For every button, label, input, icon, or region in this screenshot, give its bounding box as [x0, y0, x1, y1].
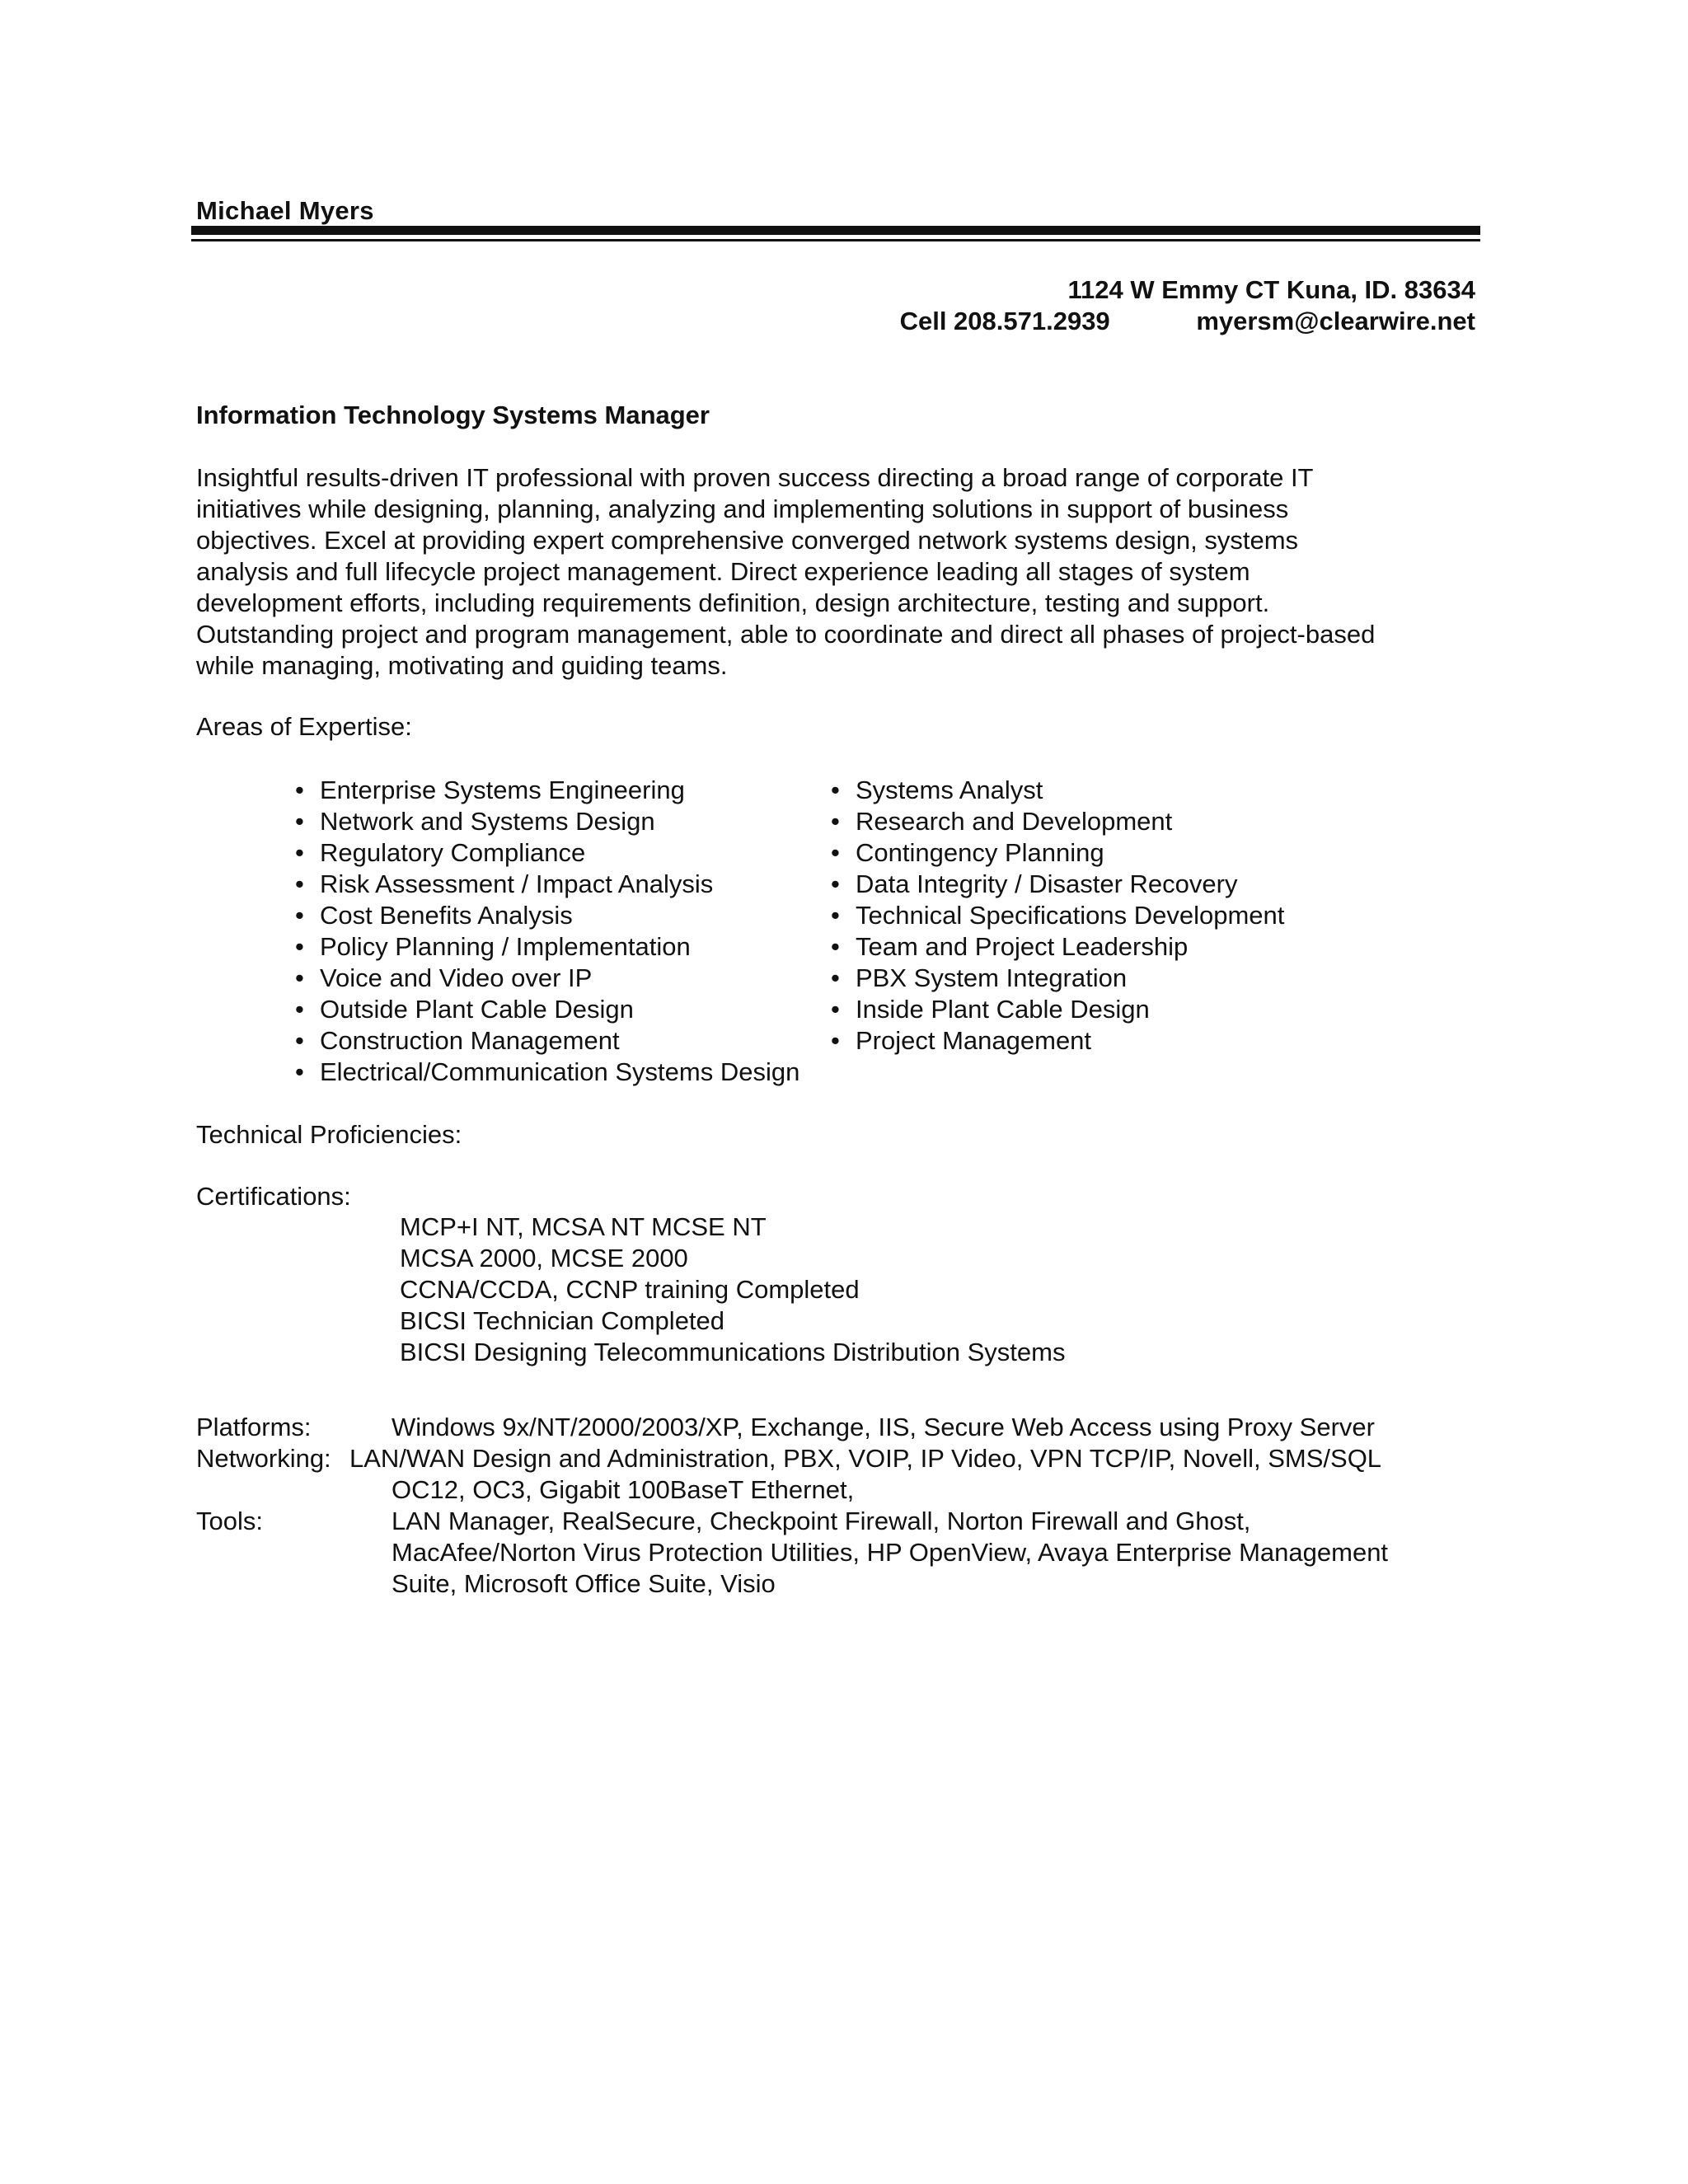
summary-line: Outstanding project and program management, able to coordinate and direct all phases of project-based: [196, 620, 1376, 649]
list-item: • Project Management: [831, 1025, 1284, 1057]
list-item: • Cost Benefits Analysis: [295, 900, 799, 931]
list-item: • Electrical/Communication Systems Design: [295, 1057, 799, 1088]
summary-paragraph: [196, 462, 1482, 682]
expertise-list-right: [831, 775, 1284, 1057]
summary-line: analysis and full lifecycle project management. Direct experience leading all stages of system: [196, 557, 1250, 586]
list-item: MCP+I NT, MCSA NT MCSE NT: [400, 1212, 767, 1241]
list-item: BICSI Designing Telecommunications Distribution Systems: [400, 1338, 1066, 1366]
list-item: • Regulatory Compliance: [295, 837, 799, 869]
list-item: • Inside Plant Cable Design: [831, 994, 1284, 1025]
contact-line: [900, 307, 1475, 336]
list-item: • Policy Planning / Implementation: [295, 931, 799, 963]
networking-label: Networking:: [196, 1444, 331, 1473]
list-item: MCSA 2000, MCSE 2000: [400, 1244, 688, 1272]
list-item: • Risk Assessment / Impact Analysis: [295, 869, 799, 900]
tools-value: LAN Manager, RealSecure, Checkpoint Firewall, Norton Firewall and Ghost,: [392, 1507, 1251, 1535]
expertise-list-left: [295, 775, 799, 1088]
list-item: • Systems Analyst: [831, 775, 1284, 806]
platforms-value: Windows 9x/NT/2000/2003/XP, Exchange, IIS, Secure Web Access using Proxy Server: [392, 1413, 1375, 1441]
phone: Cell 208.571.2939: [899, 307, 1110, 335]
list-item: • Voice and Video over IP: [295, 963, 799, 994]
email: myersm@clearwire.net: [1196, 307, 1475, 335]
platforms-label: Platforms:: [196, 1413, 312, 1441]
list-item: • Enterprise Systems Engineering: [295, 775, 799, 806]
summary-line: development efforts, including requirements definition, design architecture, testing and support.: [196, 588, 1270, 617]
expertise-heading: Areas of Expertise:: [196, 712, 412, 741]
certifications-label: Certifications:: [196, 1182, 351, 1211]
job-title: Information Technology Systems Manager: [196, 401, 710, 429]
summary-line: objectives. Excel at providing expert comprehensive converged network systems design, systems: [196, 526, 1299, 555]
summary-line: while managing, motivating and guiding teams.: [196, 651, 728, 680]
tools-value-continued: MacAfee/Norton Virus Protection Utilities, HP OpenView, Avaya Enterprise Management: [392, 1538, 1389, 1567]
technical-heading: Technical Proficiencies:: [196, 1120, 462, 1149]
summary-line: initiatives while designing, planning, analyzing and implementing solutions in support of business: [196, 494, 1289, 523]
certifications-list: [400, 1212, 1065, 1368]
list-item: • Outside Plant Cable Design: [295, 994, 799, 1025]
list-item: • Technical Specifications Development: [831, 900, 1284, 931]
list-item: • PBX System Integration: [831, 963, 1284, 994]
networking-value-continued: OC12, OC3, Gigabit 100BaseT Ethernet,: [392, 1475, 855, 1504]
candidate-name: Michael Myers: [196, 196, 374, 225]
list-item: • Contingency Planning: [831, 837, 1284, 869]
tools-value-continued: Suite, Microsoft Office Suite, Visio: [392, 1569, 776, 1598]
list-item: CCNA/CCDA, CCNP training Completed: [400, 1275, 860, 1304]
list-item: • Research and Development: [831, 806, 1284, 837]
list-item: • Team and Project Leadership: [831, 931, 1284, 963]
list-item: • Network and Systems Design: [295, 806, 799, 837]
address: 1124 W Emmy CT Kuna, ID. 83634: [1067, 275, 1475, 304]
list-item: • Data Integrity / Disaster Recovery: [831, 869, 1284, 900]
networking-value: LAN/WAN Design and Administration, PBX, VOIP, IP Video, VPN TCP/IP, Novell, SMS/SQL: [349, 1444, 1382, 1473]
summary-line: Insightful results-driven IT professional with proven success directing a broad range of corporate IT: [196, 463, 1314, 492]
tools-label: Tools:: [196, 1507, 263, 1535]
header-rule-thin: [191, 239, 1480, 241]
header-rule-thick: [191, 226, 1480, 235]
list-item: • Construction Management: [295, 1025, 799, 1057]
list-item: BICSI Technician Completed: [400, 1306, 725, 1335]
